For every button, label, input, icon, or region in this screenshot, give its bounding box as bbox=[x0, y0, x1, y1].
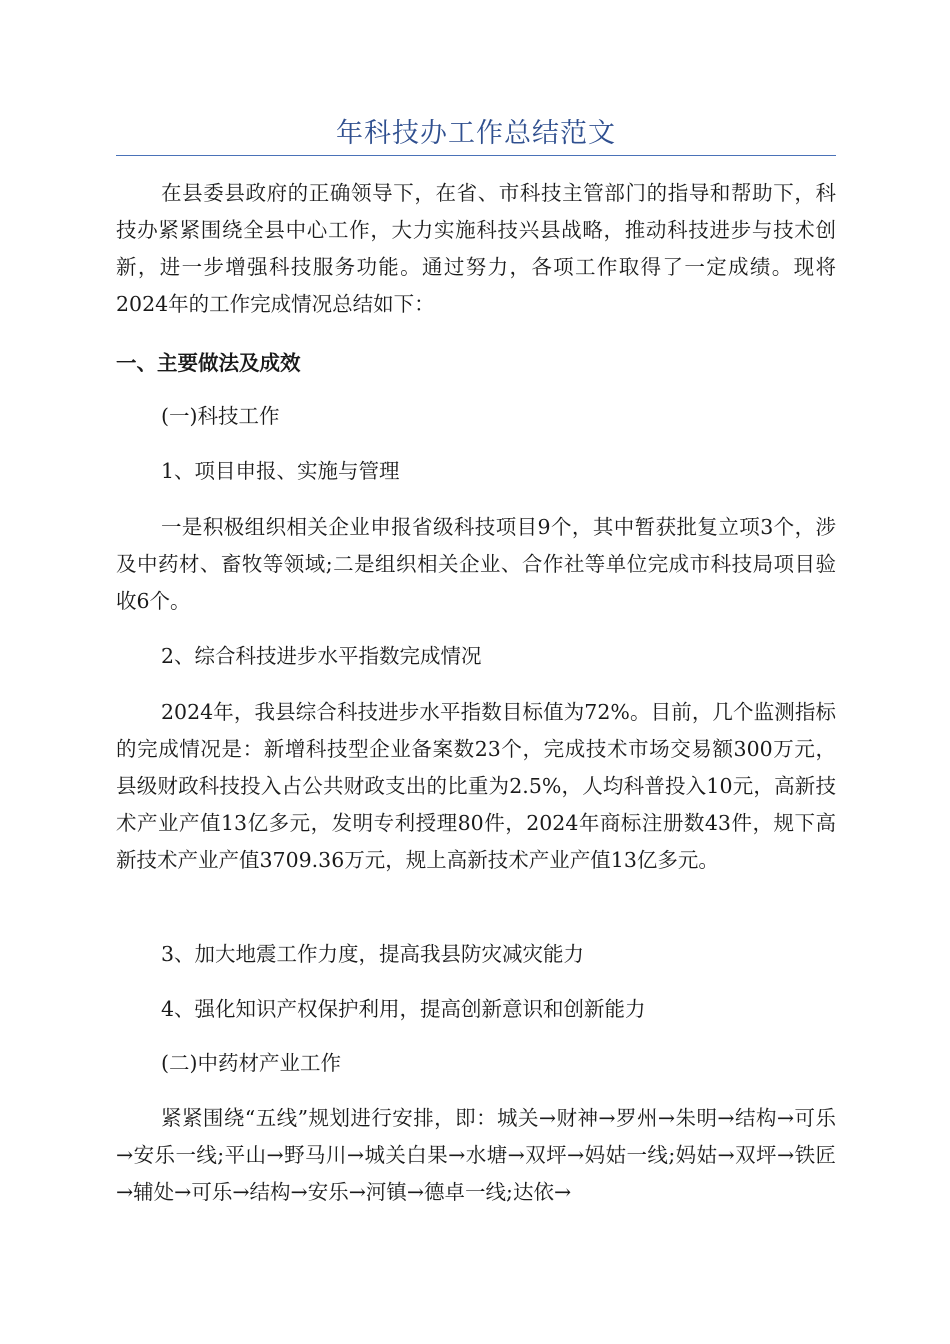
item-heading-3: 3、加大地震工作力度，提高我县防灾减灾能力 bbox=[161, 942, 585, 966]
item-paragraph-1: 一是积极组织相关企业申报省级科技项目9个，其中暂获批复立项3个，涉及中药材、畜牧等领域;二是组织相关企业、合作社等单位完成市科技局项目验收6个。 bbox=[116, 515, 836, 613]
item-heading-4: 4、强化知识产权保护利用，提高创新意识和创新能力 bbox=[161, 997, 646, 1021]
document-title: 年科技办工作总结范文 bbox=[336, 118, 616, 149]
subsection-heading-1: (一)科技工作 bbox=[161, 404, 280, 428]
title-underline bbox=[116, 155, 836, 156]
subsection-paragraph-2: 紧紧围绕“五线”规划进行安排，即：城关→财神→罗州→朱明→结构→可乐→安乐一线;平山→野马川→城关白果→水塘→双坪→妈姑一线;妈姑→双坪→铁匠→辅处→可乐→结构→安乐→河镇→德卓一线;达依→ bbox=[116, 1106, 836, 1204]
item-heading-1: 1、项目申报、实施与管理 bbox=[161, 459, 400, 483]
intro-paragraph: 在县委县政府的正确领导下，在省、市科技主管部门的指导和帮助下，科技办紧紧围绕全县中心工作，大力实施科技兴县战略，推动科技进步与技术创新，进一步增强科技服务功能。通过努力，各项工作取得了一定成绩。现将2024年的工作完成情况总结如下： bbox=[116, 181, 836, 316]
item-paragraph-2: 2024年，我县综合科技进步水平指数目标值为72%。目前，几个监测指标的完成情况是：新增科技型企业备案数23个，完成技术市场交易额300万元，县级财政科技投入占公共财政支出的比重为2.5%，人均科普投入10元，高新技术产业产值13亿多元，发明专利授理80件，2024年商标注册数43件，规下高新技术产业产值3709.36万元，规上高新技术产业产值13亿多元。 bbox=[116, 700, 836, 872]
item-heading-2: 2、综合科技进步水平指数完成情况 bbox=[161, 644, 482, 668]
section-heading-1: 一、主要做法及成效 bbox=[116, 351, 301, 375]
subsection-heading-2: (二)中药材产业工作 bbox=[161, 1051, 341, 1075]
